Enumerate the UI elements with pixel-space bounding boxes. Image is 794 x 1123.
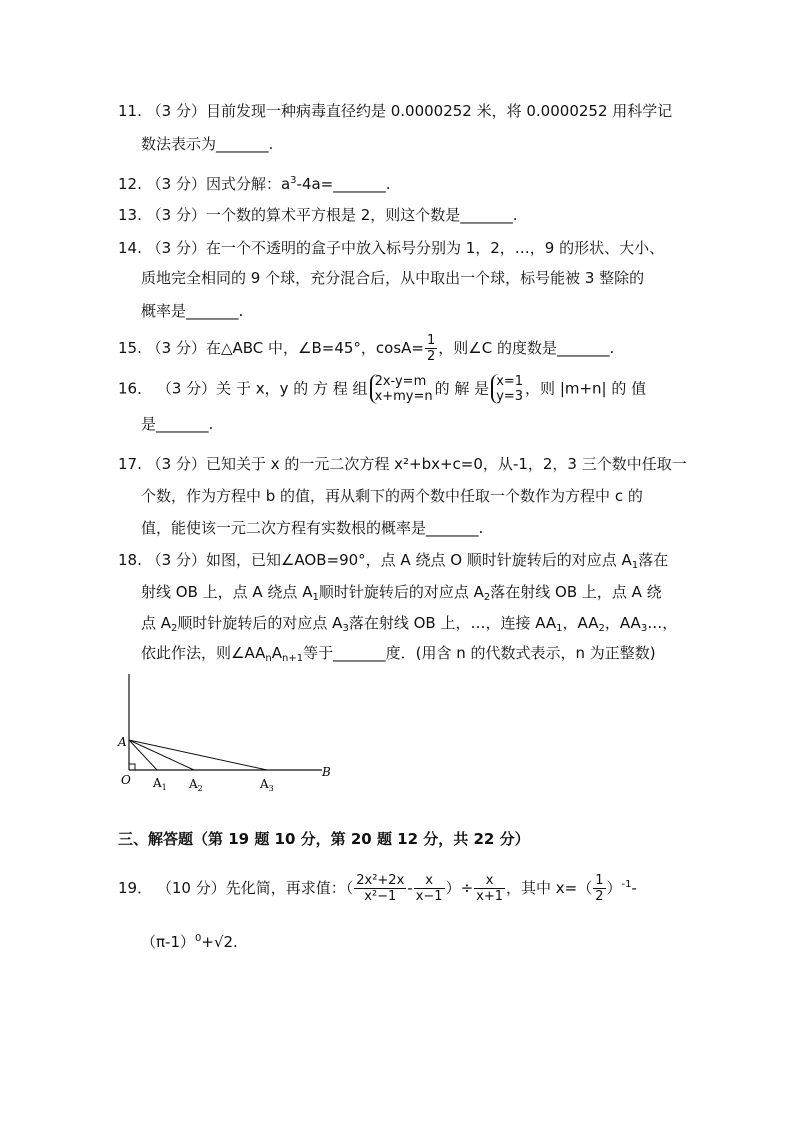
question-18-line3: 点 $A_2$顺时针旋转后的对应点 $A_3$落在射线 OB 上，…，连接 $AA_1$，$AA_2$，$AA_3\dots$， (141, 614, 678, 634)
question-number: 13. (118, 206, 142, 224)
question-14-line3: 概率是_______. (141, 302, 244, 320)
solution-system: x=1 y=3 (491, 374, 523, 404)
question-13: 13. （3 分）一个数的算术平方根是 2，则这个数是_______. (118, 206, 518, 224)
fraction: $\frac{x}{x-1}$ (415, 873, 443, 904)
question-17: 17. （3 分）已知关于 x 的一元二次方程 x²+bx+c=0，从-1，2，3 三个数中任取一 (118, 455, 687, 473)
segment-AA2 (129, 740, 194, 770)
question-18: 18. （3 分）如图，已知∠AOB=90°，点 A 绕点 O 顺时针旋转后的对应点 $A_1$落在 (118, 551, 669, 571)
label-A3: $A_3$ (260, 777, 274, 793)
question-19: 19． （10 分）先化简，再求值：（ $\frac{\text{2x²+2x}}{\text{x²−1}}$ - $\frac{x}{x-1}$ ）÷ $\frac{x}{x+1}$ ，其中 x=（ $\frac{1}{2}$ ）$^{-1}$- (118, 873, 637, 904)
question-17-line2: 个数，作为方程中 b 的值，再从剩下的两个数中任取一个数作为方程中 c 的 (141, 487, 643, 505)
question-number: 17. (118, 455, 142, 473)
rotation-figure (110, 664, 350, 794)
question-number: 18. (118, 551, 142, 569)
fraction: $\frac{1}{2}$ (426, 333, 436, 364)
segment-AA1 (129, 740, 157, 770)
equation-system: 2x-y=m x+my=n (370, 374, 433, 404)
question-18-line4: 依此作法，则$\angle AA_nA_{n+1}$等于_______度．(用含 n 的代数式表示，n 为正整数) (141, 644, 656, 664)
question-11-line2: 数法表示为_______. (141, 135, 274, 153)
question-11 (118, 101, 672, 121)
question-18-line2: 射线 OB 上，点 A 绕点 $A_1$顺时针旋转后的对应点 $A_2$落在射线 OB 上，点 A 绕 (141, 583, 662, 603)
label-O: O (121, 773, 131, 787)
question-number: 14. (118, 239, 142, 257)
right-angle-mark (129, 764, 135, 770)
fraction: $\frac{\text{2x²+2x}}{\text{x²−1}}$ (356, 873, 405, 904)
fraction: $\frac{x}{x+1}$ (476, 873, 503, 904)
question-number: 15. (118, 339, 142, 357)
question-16-line2: 是_______. (141, 415, 214, 433)
label-B: B (322, 765, 331, 779)
question-16: 16． （3 分）关 于 x，y 的 方 程 组 2x-y=m x+my=n 的 解 是 x=1 y=3 ，则 |m+n| 的 值 (118, 374, 647, 404)
question-14: 14. （3 分）在一个不透明的盒子中放入标号分别为 1，2，…，9 的形状、大小、 (118, 239, 665, 257)
question-number: 12. (118, 175, 142, 193)
label-A2: $A_2$ (189, 777, 203, 793)
segment-AA3 (129, 740, 267, 770)
question-15: 15. （3 分）在△ABC 中，∠B=45°，cosA= $\frac{1}{2}$ ，则∠C 的度数是_______. (118, 333, 615, 364)
question-14-line2: 质地完全相同的 9 个球，充分混合后，从中取出一个球，标号能被 3 整除的 (141, 269, 645, 287)
question-text: （3 分）目前发现一种病毒直径约是 0.0000252 米，将 0.0000252 用科学记 (146, 102, 673, 120)
label-A1: $A_1$ (153, 776, 167, 792)
question-19-line2: $(\pi-1)^0+√2$. (141, 933, 238, 951)
question-17-line3: 值，能使该一元二次方程有实数根的概率是_______. (141, 519, 484, 537)
question-number: 16． (118, 379, 153, 398)
question-number: 11. (118, 102, 142, 120)
question-number: 19． (118, 879, 153, 897)
fraction: $\frac{1}{2}$ (595, 873, 604, 904)
section-heading: 三、解答题（第 19 题 10 分，第 20 题 12 分，共 22 分） (118, 830, 530, 848)
label-A: A (118, 735, 127, 749)
question-12: 12. （3 分）因式分解：$a^3-4a=\_\_\_\_\_\_\_$. (118, 175, 391, 193)
